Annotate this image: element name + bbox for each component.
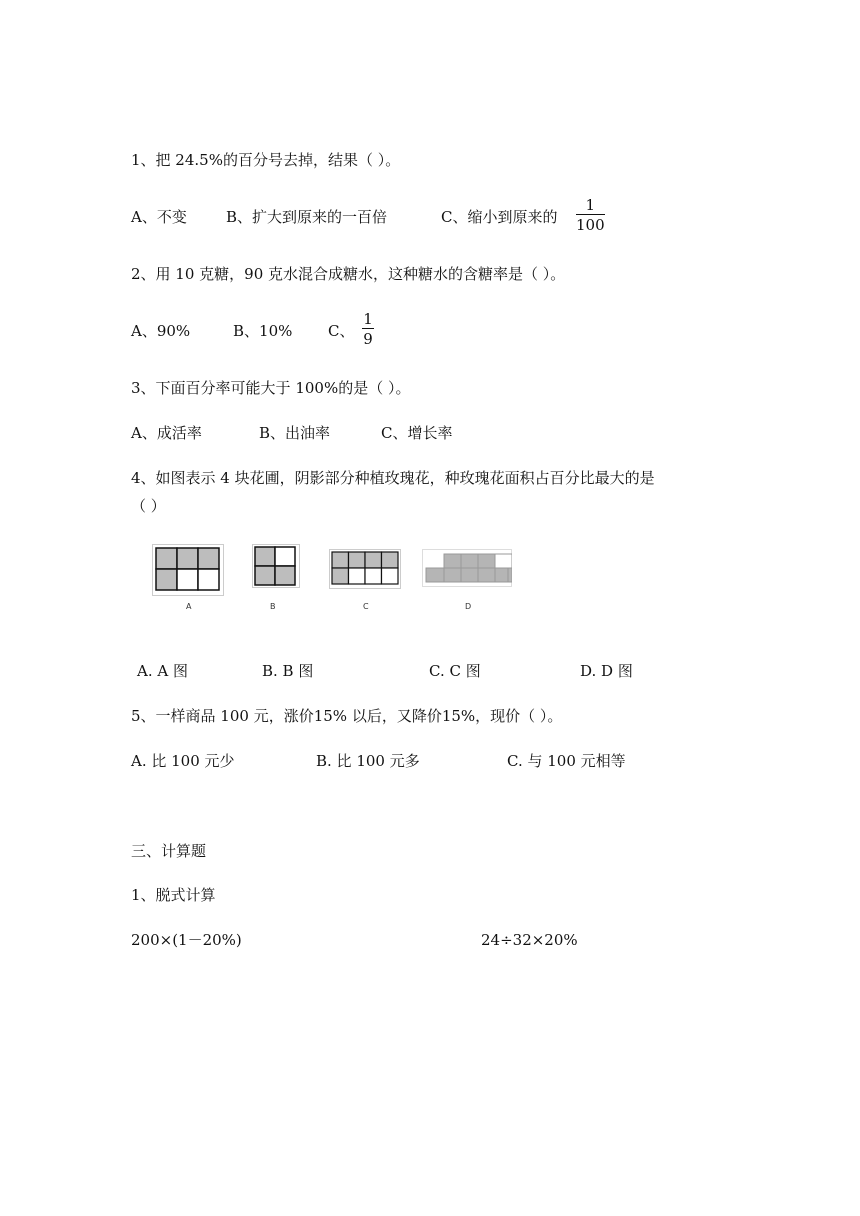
- q3-option-a: A、成活率: [131, 424, 202, 442]
- figure-b-label: B: [270, 602, 276, 611]
- shaded-cell: [349, 552, 366, 568]
- q3-option-b: B、出油率: [259, 424, 331, 442]
- shaded-cell: [461, 568, 478, 582]
- empty-cell: [177, 569, 198, 590]
- figure-c: [329, 549, 401, 593]
- shaded-cell: [444, 568, 461, 582]
- q2-stem: 2、用 10 克糖，90 克水混合成糖水，这种糖水的含糖率是（ ）。: [131, 265, 566, 283]
- figure-d-grid: [422, 549, 512, 587]
- shaded-cell: [255, 566, 275, 585]
- shaded-cell: [332, 552, 349, 568]
- q4-stem: 4、如图表示 4 块花圃，阴影部分种植玫瑰花，种玫瑰花面积占百分比最大的是: [131, 469, 655, 487]
- q2-option-c: C、: [328, 322, 355, 340]
- shaded-cell: [156, 569, 177, 590]
- q2-option-b: B、10%: [233, 322, 293, 340]
- figure-a: [152, 544, 224, 600]
- calc-expression-2: 24÷32×20%: [481, 931, 578, 949]
- shaded-cell: [495, 568, 508, 582]
- q5-option-c: C. 与 100 元相等: [507, 752, 626, 770]
- q3-stem: 3、下面百分率可能大于 100%的是（ ）。: [131, 379, 411, 397]
- figure-c-grid: [329, 549, 401, 589]
- fraction-denominator: 9: [363, 330, 373, 348]
- shaded-cell: [478, 568, 495, 582]
- empty-cell: [365, 568, 382, 584]
- shaded-cell: [177, 548, 198, 569]
- q4-option-d: D. D 图: [580, 662, 633, 680]
- q5-stem: 5、一样商品 100 元，涨价15% 以后，又降价15%，现价（ ）。: [131, 707, 563, 725]
- q4-option-b: B. B 图: [262, 662, 314, 680]
- q1-option-c: C、缩小到原来的: [441, 208, 558, 226]
- figure-c-label: C: [363, 602, 369, 611]
- empty-cell: [198, 569, 219, 590]
- empty-cell: [495, 554, 512, 568]
- q4-stem-continued: （ ）: [131, 497, 166, 515]
- fraction-numerator: 1: [363, 310, 373, 328]
- q1-stem: 1、把 24.5%的百分号去掉，结果（ ）。: [131, 151, 401, 169]
- q5-option-b: B. 比 100 元多: [316, 752, 420, 770]
- figure-a-label: A: [186, 602, 192, 611]
- q1-option-b: B、扩大到原来的一百倍: [226, 208, 388, 226]
- q2-option-a: A、90%: [131, 322, 191, 340]
- figure-d: [422, 549, 512, 591]
- shaded-cell: [255, 547, 275, 566]
- figure-a-cells: [156, 548, 219, 590]
- shaded-cell: [332, 568, 349, 584]
- fraction-numerator: 1: [585, 196, 596, 214]
- shaded-cell: [382, 552, 399, 568]
- section-3-title: 三、计算题: [131, 842, 207, 860]
- shaded-cell: [198, 548, 219, 569]
- shaded-cell: [275, 566, 295, 585]
- empty-cell: [349, 568, 366, 584]
- q3-option-c: C、增长率: [381, 424, 453, 442]
- shaded-cell: [461, 554, 478, 568]
- figure-d-label: D: [465, 602, 472, 611]
- empty-cell: [382, 568, 399, 584]
- q4-option-a: A. A 图: [137, 662, 188, 680]
- q2-option-c-fraction: [362, 310, 374, 349]
- shaded-cell: [365, 552, 382, 568]
- shaded-cell: [426, 568, 444, 582]
- fraction-denominator: 100: [576, 216, 605, 234]
- q5-option-a: A. 比 100 元少: [131, 752, 235, 770]
- section-3-subtitle: 1、脱式计算: [131, 886, 216, 904]
- q1-option-a: A、不变: [131, 208, 187, 226]
- shaded-cell: [156, 548, 177, 569]
- shaded-cell: [444, 554, 461, 568]
- q1-option-c-fraction: [576, 196, 605, 235]
- q4-option-c: C. C 图: [429, 662, 481, 680]
- figure-b-grid: [252, 544, 300, 588]
- calc-expression-1: 200×(1－20%): [131, 931, 242, 949]
- empty-cell: [275, 547, 295, 566]
- figure-b: [252, 544, 300, 592]
- shaded-cell: [478, 554, 495, 568]
- figure-a-grid: [152, 544, 224, 596]
